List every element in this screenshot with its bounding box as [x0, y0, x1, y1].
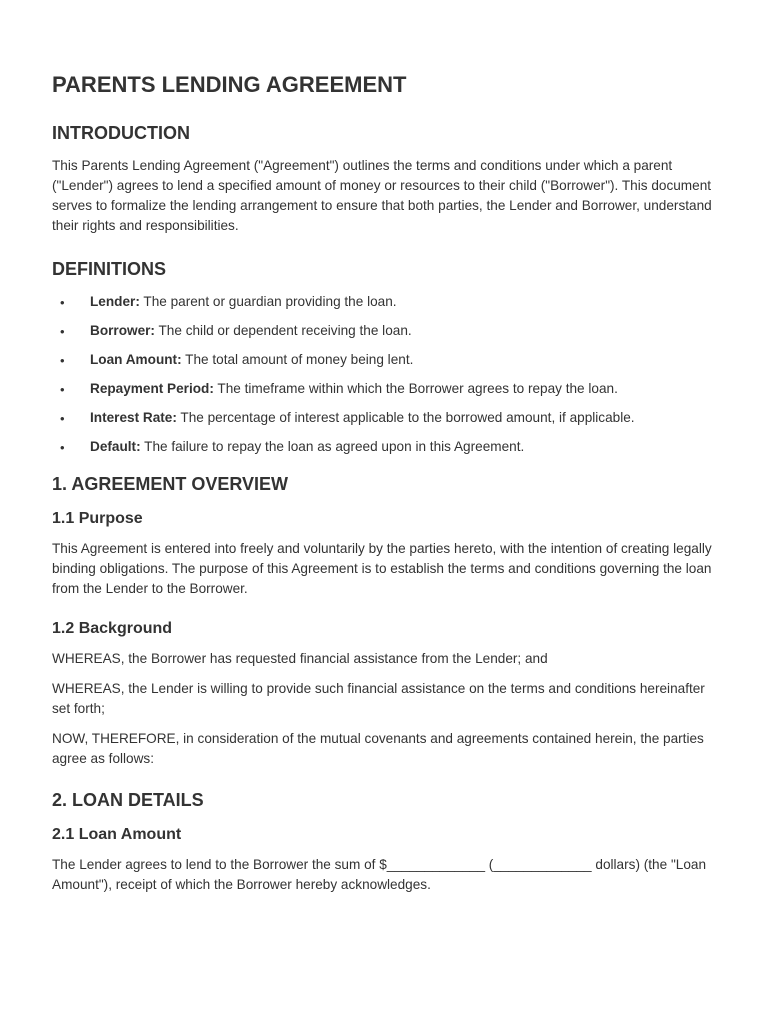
bullet-icon: • [60, 295, 65, 310]
definition-term: Interest Rate: [90, 410, 177, 425]
definition-item-borrower [52, 321, 718, 341]
purpose-text: This Agreement is entered into freely and voluntarily by the parties hereto, with the intention of creating legally binding obligations. The purpose of this Agreement is to establish the terms and conditions governing the loan from the Lender to the Borrower. [52, 541, 712, 596]
background-whereas-1: WHEREAS, the Borrower has requested financial assistance from the Lender; and [52, 651, 548, 666]
definition-text: The timeframe within which the Borrower agrees to repay the loan. [213, 381, 618, 396]
bullet-icon: • [60, 382, 65, 397]
section-2-heading: 2. LOAN DETAILS [52, 790, 204, 810]
bullet-icon: • [60, 440, 65, 455]
definition-text: The percentage of interest applicable to the borrowed amount, if applicable. [176, 410, 635, 425]
background-heading: 1.2 Background [52, 620, 173, 637]
definition-term: Lender: [90, 294, 140, 309]
definition-term: Loan Amount: [90, 352, 182, 367]
definition-item-interest-rate [52, 408, 718, 428]
definition-text: The failure to repay the loan as agreed upon in this Agreement. [140, 439, 525, 454]
document-title: PARENTS LENDING AGREEMENT [52, 72, 407, 97]
definition-term: Repayment Period: [90, 381, 214, 396]
definition-term: Default: [90, 439, 141, 454]
definitions-heading: DEFINITIONS [52, 259, 167, 279]
definition-item-loan-amount [52, 350, 718, 370]
definition-term: Borrower: [90, 323, 155, 338]
definition-text: The total amount of money being lent. [181, 352, 414, 367]
introduction-text: This Parents Lending Agreement ("Agreement") outlines the terms and conditions under which a parent ("Lender") agrees to lend a specified amount of money or resources to their child ("Borrower"). This document serves to formalize the lending arrangement to ensure that both parties, the Lender and Borrower, understand their rights and responsibilities. [52, 158, 712, 233]
definition-text: The parent or guardian providing the loan. [139, 294, 397, 309]
definition-text: The child or dependent receiving the loan. [154, 323, 412, 338]
purpose-heading: 1.1 Purpose [52, 510, 143, 527]
bullet-icon: • [60, 324, 65, 339]
introduction-heading: INTRODUCTION [52, 123, 190, 143]
background-whereas-2: WHEREAS, the Lender is willing to provide such financial assistance on the terms and conditions hereinafter set forth; [52, 681, 705, 716]
definitions-list [52, 292, 718, 457]
background-now-therefore: NOW, THEREFORE, in consideration of the mutual covenants and agreements contained herein, the parties agree as follows: [52, 731, 704, 766]
loan-amount-heading: 2.1 Loan Amount [52, 826, 182, 843]
section-1-heading: 1. AGREEMENT OVERVIEW [52, 474, 289, 494]
definition-item-repayment-period [52, 379, 718, 399]
definition-item-lender [52, 292, 718, 312]
bullet-icon: • [60, 353, 65, 368]
definition-item-default [52, 437, 718, 457]
loan-amount-text: The Lender agrees to lend to the Borrower the sum of $_____________ (_____________ dollars) (the "Loan Amount"), receipt of which the Borrower hereby acknowledges. [52, 857, 707, 892]
bullet-icon: • [60, 411, 65, 426]
